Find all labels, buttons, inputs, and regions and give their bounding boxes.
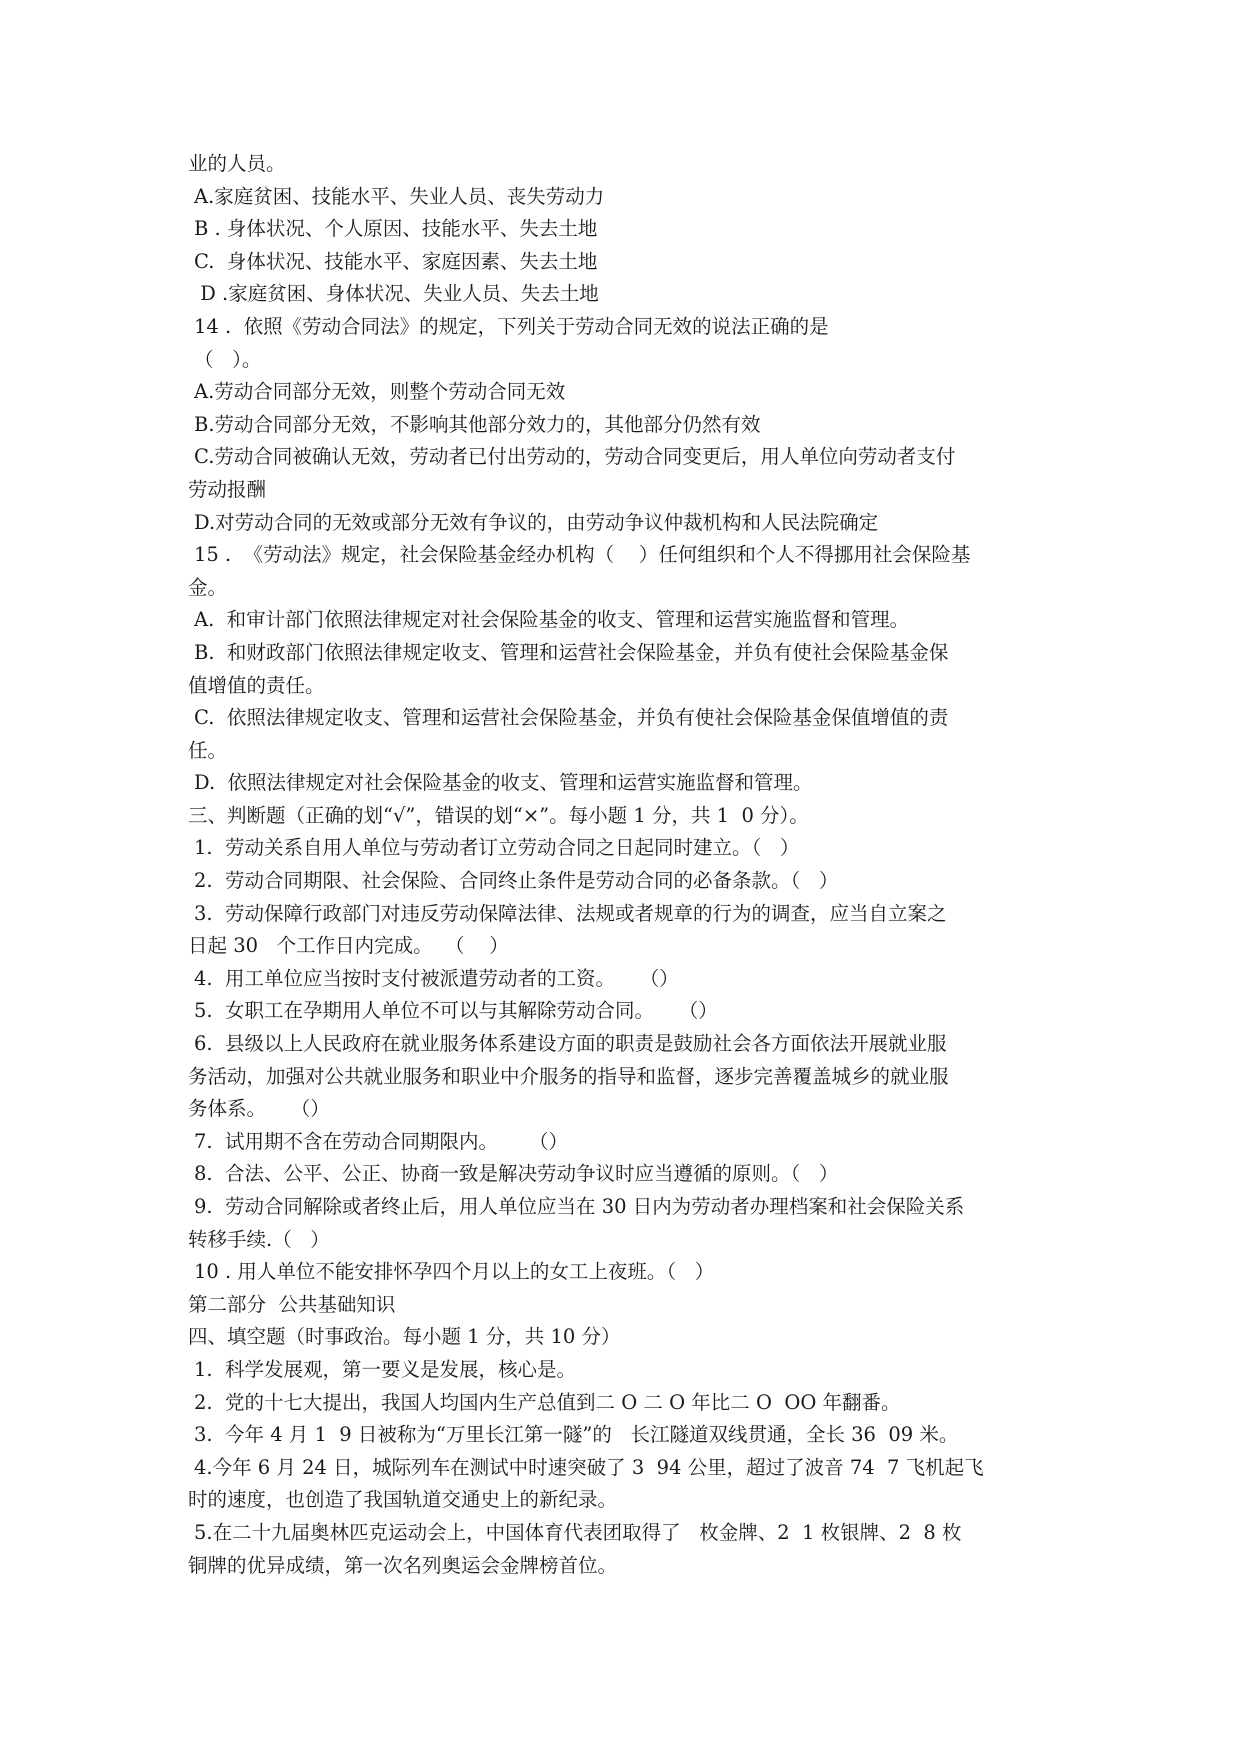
text-line: A.劳动合同部分无效，则整个劳动合同无效 [194,380,566,404]
text-line: 值增值的责任。 [188,673,325,697]
text-line: 金。 [188,575,228,599]
text-line: 铜牌的优异成绩，第一次名列奥运会金牌榜首位。 [188,1553,618,1577]
text-line: B. 和财政部门依照法律规定收支、管理和运营社会保险基金，并负有使社会保险基金保 [194,640,949,664]
text-line: 1. 劳动关系自用人单位与劳动者订立劳动合同之日起同时建立。（ ） [194,836,800,860]
text-line: 三、判断题（正确的划“√”，错误的划“×”。每小题 1 分，共 1 0 分）。 [188,803,809,827]
text-line: 第二部分 公共基础知识 [188,1292,396,1316]
text-line: 任。 [188,738,228,762]
text-line: 劳动报酬 [188,477,267,501]
text-line: C. 身体状况、技能水平、家庭因素、失去土地 [194,249,598,273]
text-line: 业的人员。 [188,152,286,175]
text-line: 1. 科学发展观，第一要义是发展，核心是。 [194,1357,577,1381]
text-line: 15 . 《劳动法》规定，社会保险基金经办机构（ ）任何组织和个人不得挪用社会保险基 [194,543,971,567]
text-line: （ ）。 [194,347,262,371]
text-line: 2. 劳动合同期限、社会保险、合同终止条件是劳动合同的必备条款。（ ） [194,869,839,893]
text-line: 四、填空题（时事政治。每小题 1 分，共 10 分） [188,1325,621,1349]
text-line: 2. 党的十七大提出，我国人均国内生产总值到二 O 二 O 年比二 O OO 年翻番。 [194,1390,901,1414]
text-line: 务体系。 （） [188,1097,330,1121]
text-line: A. 和审计部门依照法律规定对社会保险基金的收支、管理和运营实施监督和管理。 [194,608,910,632]
text-line: 4.今年 6 月 24 日，城际列车在测试中时速突破了 3 94 公里，超过了波音 74 7 飞机起飞 [194,1455,984,1479]
text-line: 10 . 用人单位不能安排怀孕四个月以上的女工上夜班。（ ） [194,1260,715,1284]
text-line: A.家庭贫困、技能水平、失业人员、丧失劳动力 [194,184,605,208]
text-line: 7. 试用期不含在劳动合同期限内。 （） [194,1129,568,1153]
text-line: 9. 劳动合同解除或者终止后，用人单位应当在 30 日内为劳动者办理档案和社会保险关系 [194,1195,965,1218]
text-line: 8. 合法、公平、公正、协商一致是解决劳动争议时应当遵循的原则。（ ） [194,1162,839,1186]
document-page [188,148,1063,1582]
text-line: B.劳动合同部分无效，不影响其他部分效力的，其他部分仍然有效 [194,412,761,436]
text-line: 6. 县级以上人民政府在就业服务体系建设方面的职责是鼓励社会各方面依法开展就业服 [194,1032,947,1056]
text-line: C. 依照法律规定收支、管理和运营社会保险基金，并负有使社会保险基金保值增值的责 [194,706,949,730]
text-line: 14 . 依照《劳动合同法》的规定，下列关于劳动合同无效的说法正确的是 [194,314,829,338]
text-line: 3. 今年 4 月 1 9 日被称为“万里长江第一隧”的 长江隧道双线贯通，全长 36 09 米。 [194,1423,959,1447]
text-line: B . 身体状况、个人原因、技能水平、失去土地 [194,217,598,241]
text-line: 5.在二十九届奥林匹克运动会上，中国体育代表团取得了 枚金牌、2 1 枚银牌、2 8 枚 [194,1520,962,1544]
text-line: D. 依照法律规定对社会保险基金的收支、管理和运营实施监督和管理。 [194,771,813,795]
text-line: 3. 劳动保障行政部门对违反劳动保障法律、法规或者规章的行为的调查，应当自立案之 [194,901,947,925]
text-line: C.劳动合同被确认无效，劳动者已付出劳动的，劳动合同变更后，用人单位向劳动者支付 [194,445,956,469]
text-line: 时的速度，也创造了我国轨道交通史上的新纪录。 [188,1488,618,1512]
text-line: 日起 30 个工作日内完成。 （ ） [188,934,509,958]
text-line: 务活动，加强对公共就业服务和职业中介服务的指导和监督，逐步完善覆盖城乡的就业服 [188,1064,949,1088]
text-line: 4. 用工单位应当按时支付被派遣劳动者的工资。 （） [194,966,679,990]
text-line: 转移手续.（ ） [188,1227,330,1251]
text-line: 5. 女职工在孕期用人单位不可以与其解除劳动合同。 （） [194,999,718,1023]
text-line: D.对劳动合同的无效或部分无效有争议的，由劳动争议仲裁机构和人民法院确定 [194,510,879,534]
text-line: D .家庭贫困、身体状况、失业人员、失去土地 [194,282,599,306]
